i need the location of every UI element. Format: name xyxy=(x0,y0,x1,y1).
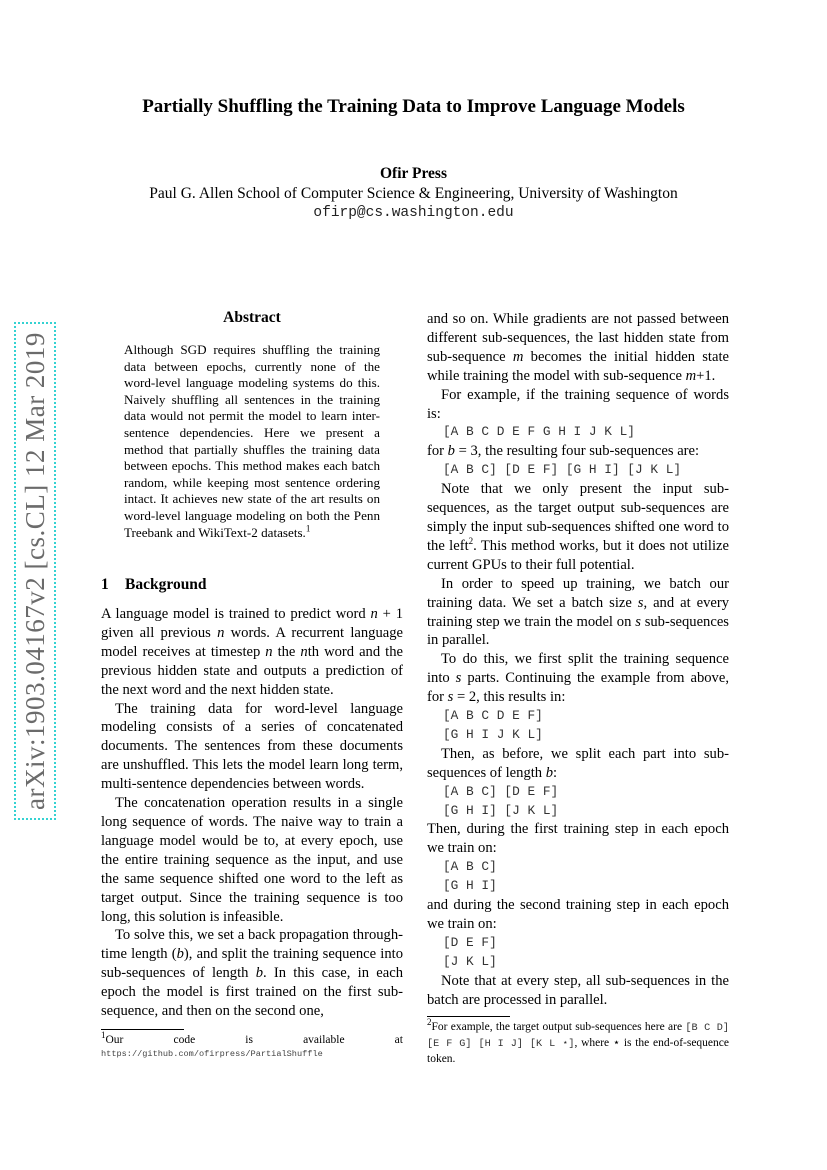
paper-title: Partially Shuffling the Training Data to Improve Language Models xyxy=(142,96,685,117)
paragraph: To do this, we first split the training sequence into s parts. Continuing the example from above, for s = 2, this results in: xyxy=(427,651,729,706)
footnote-rule xyxy=(101,1029,184,1030)
section-title: Background xyxy=(125,576,207,593)
paragraph: For example, if the training sequence of words is: xyxy=(427,386,729,422)
code-sequence: [D E F] xyxy=(443,934,497,950)
footnote-1-word: available xyxy=(303,1034,345,1046)
footnote-1-word: is xyxy=(245,1034,253,1046)
footnote-rule xyxy=(427,1016,510,1017)
paragraph: and during the second training step in each epoch we train on: xyxy=(427,897,729,932)
code-sequence: [G H I] [J K L] xyxy=(443,802,559,818)
footnote-1-word: $^1$Our xyxy=(101,1030,124,1046)
paragraph: To solve this, we set a back propagation through-time length (b), and split the training sequence into sub-sequences of length b. In this case, in each epoch the model is first trained on the first sub-sequence, and then on the second one, xyxy=(101,927,404,1020)
code-sequence: [G H I] xyxy=(443,878,497,894)
section-heading-background xyxy=(101,576,207,594)
footnote-2: $^2$For example, the target output sub-sequences here are [B C D] [E F G] [H I J] [K L ⋆], where ⋆ is the end-of-sequence token. xyxy=(427,1017,730,1065)
code-sequence: [A B C D E F G H I J K L] xyxy=(443,424,635,440)
code-sequence: [A B C] [D E F] [G H I] [J K L] xyxy=(443,462,682,478)
author-affiliation: Paul G. Allen School of Computer Science & Engineering, University of Washington xyxy=(149,185,678,202)
section-number: 1 xyxy=(101,576,109,593)
paragraph: for b = 3, the resulting four sub-sequences are: xyxy=(427,443,700,460)
code-sequence: [G H I J K L] xyxy=(443,726,543,742)
abstract-heading: Abstract xyxy=(223,309,281,326)
paragraph: Then, as before, we split each part into sub-sequences of length b: xyxy=(427,745,729,781)
code-sequence: [A B C D E F] xyxy=(443,708,543,724)
code-sequence: [A B C] [D E F] xyxy=(443,783,559,799)
author-name: Ofir Press xyxy=(379,165,447,182)
code-url-link[interactable]: https://github.com/ofirpress/PartialShuffle xyxy=(101,1049,323,1059)
right-column-body xyxy=(427,310,729,1010)
footnote-2-mark: 2 xyxy=(427,1017,432,1028)
abstract-body xyxy=(124,342,380,541)
footnote-1-word: at xyxy=(394,1034,403,1046)
code-sequence: [J K L] xyxy=(443,953,497,969)
abstract-text: Although SGD requires shuffling the training data between epochs, currently none of the word-level language modeling systems do this. Naively shuffling all sentences in the training data would not permit the model to learn inter-sentence dependencies. Here we present a method that partially shuffles the training data between epochs. This method makes each batch random, while keeping most sentence ordering intact. It achieves new state of the art results on word-level language modeling on both the Penn Treebank and WikiText-2 datasets. xyxy=(124,342,380,540)
footnote-ref-1[interactable]: 1 xyxy=(305,523,311,534)
paragraph: The training data for word-level language modeling consists of a series of concatenated documents. The sentences from these documents are unshuffled. This lets the model learn long term, multi-sentence dependencies between words. xyxy=(101,700,403,793)
left-column-body xyxy=(101,605,403,1021)
paragraph: Note that we only present the input sub-sequences, as the target output sub-sequences are simply the input sub-sequences shifted one word to the left$^2$. This method works, but it does not utilize current GPUs to their full potential. xyxy=(427,481,729,573)
paragraph: In order to speed up training, we batch our training data. We set a batch size s, and at every training step we train the model on s sub-sequences in parallel. xyxy=(427,575,729,649)
paragraph: Then, during the first training step in each epoch we train on: xyxy=(427,821,729,857)
footnote-1 xyxy=(101,1030,403,1061)
paragraph: A language model is trained to predict word n + 1 given all previous n words. A recurrent language model receives at timestep n the nth word and the previous hidden state and outputs a prediction of the next word and the next hidden state. xyxy=(101,606,404,698)
footnote-2-code: [B C D] [E F G] [H I J] [K L ⋆] xyxy=(427,1023,730,1050)
author-email[interactable]: ofirp@cs.washington.edu xyxy=(313,205,514,221)
footnote-ref-2[interactable]: 2 xyxy=(468,536,474,547)
paragraph: The concatenation operation results in a single long sequence of words. The naive way to train a language model would be to, at every epoch, use the entire training sequence as the input, and use the same sequence shifted one word to the left as target output. Since the training sequence is too long, this solution is infeasible. xyxy=(101,795,403,925)
arxiv-stamp: arXiv:1903.04167v2 [cs.CL] 12 Mar 2019 xyxy=(14,322,56,820)
paragraph: and so on. While gradients are not passed between different sub-sequences, the last hidden state from sub-sequence m becomes the initial hidden state while training the model with sub-sequence m+1. xyxy=(427,311,729,384)
footnote-1-word: code xyxy=(173,1034,196,1046)
star-symbol: ⋆ xyxy=(612,1037,621,1049)
code-sequence: [A B C] xyxy=(443,859,497,875)
paragraph: Note that at every step, all sub-sequences in the batch are processed in parallel. xyxy=(427,972,729,1008)
